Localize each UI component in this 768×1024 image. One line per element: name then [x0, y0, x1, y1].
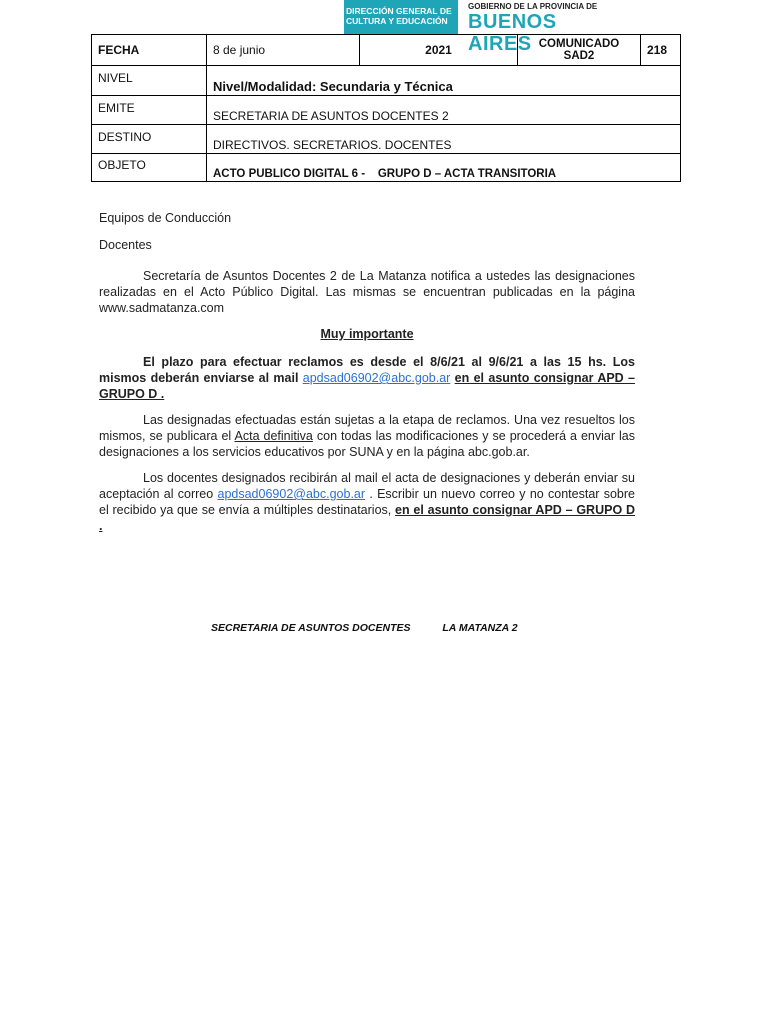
logo-right-big: BUENOS AIRES	[468, 11, 557, 55]
logo-right-small: GOBIERNO DE LA PROVINCIA DE	[468, 2, 598, 11]
greeting-1: Equipos de Conducción	[99, 211, 232, 225]
paragraph-3	[99, 412, 635, 460]
paragraph-2	[99, 354, 635, 402]
objeto-value: ACTO PUBLICO DIGITAL 6 - GRUPO D – ACTA TRANSITORIA	[207, 154, 681, 182]
nivel-label: NIVEL	[92, 66, 207, 96]
signature-left: SECRETARIA DE ASUNTOS DOCENTES	[211, 622, 411, 634]
fecha-label: FECHA	[92, 35, 207, 66]
paragraph-1: Secretaría de Asuntos Docentes 2 de La Matanza notifica a ustedes las designaciones realizadas en el Acto Público Digital. Las mismas se encuentran publicadas en la página www.sadmatanza.com	[99, 269, 635, 315]
paragraph-4-subject: en el asunto consignar APD – GRUPO D .	[99, 503, 635, 533]
paragraph-3-text-b: con todas las modificaciones y se procederá a enviar las designaciones a los servicios educativos por SUNA y en la página abc.gob.ar.	[99, 429, 636, 459]
paragraph-3-text-a: Las designadas efectuadas están sujetas a la etapa de reclamos. Una vez resueltos los mismos, se publicara el	[99, 413, 635, 443]
logo-left-line2: CULTURA Y EDUCACIÓN	[346, 16, 448, 26]
acta-definitiva-link: Acta definitiva	[234, 429, 313, 443]
paragraph-2-subject: en el asunto consignar APD – GRUPO D .	[99, 371, 636, 401]
destino-label: DESTINO	[92, 125, 207, 154]
comunicado-line1: COMUNICADO	[538, 38, 620, 50]
emite-value: SECRETARIA DE ASUNTOS DOCENTES 2	[207, 96, 681, 125]
header-row-objeto	[92, 154, 681, 182]
year-value: 2021	[360, 35, 518, 66]
header-row-emite	[92, 96, 681, 125]
email-link-2[interactable]: apdsad06902@abc.gob.ar	[217, 487, 366, 501]
paragraph-2-text: El plazo para efectuar reclamos es desde el 8/6/21 al 9/6/21 a las 15 hs. Los mismos deberán enviarse al mail	[99, 355, 635, 385]
fecha-value: 8 de junio	[207, 35, 360, 66]
email-link[interactable]: apdsad06902@abc.gob.ar	[302, 371, 451, 385]
signature-right: LA MATANZA 2	[442, 622, 518, 634]
emite-label: EMITE	[92, 96, 207, 125]
comunicado-line2: SAD2	[563, 50, 595, 62]
comunicado-label	[518, 35, 641, 66]
paragraph-4-text-a: Los docentes designados recibirán al mail el acta de designaciones y deberán enviar su aceptación al correo	[99, 471, 635, 501]
logo-left-line1: DIRECCIÓN GENERAL DE	[346, 6, 452, 16]
greeting-2: Docentes	[99, 238, 152, 252]
dgcye-logo	[344, 0, 458, 34]
paragraph-4-text-b: . Escribir un nuevo correo y no contestar sobre el recibido ya que se envía a múltiples destinatarios,	[99, 487, 635, 517]
header-table	[91, 34, 681, 182]
important-heading	[99, 326, 635, 342]
signature	[211, 622, 518, 634]
paragraph-4	[99, 470, 635, 534]
objeto-label: OBJETO	[92, 154, 207, 182]
header-row-fecha	[92, 35, 681, 66]
comunicado-number: 218	[641, 35, 681, 66]
destino-value: DIRECTIVOS. SECRETARIOS. DOCENTES	[207, 125, 681, 154]
nivel-value: Nivel/Modalidad: Secundaria y Técnica	[207, 66, 681, 96]
header-row-nivel	[92, 66, 681, 96]
important-heading-text: Muy importante	[320, 327, 414, 341]
header-row-destino	[92, 125, 681, 154]
